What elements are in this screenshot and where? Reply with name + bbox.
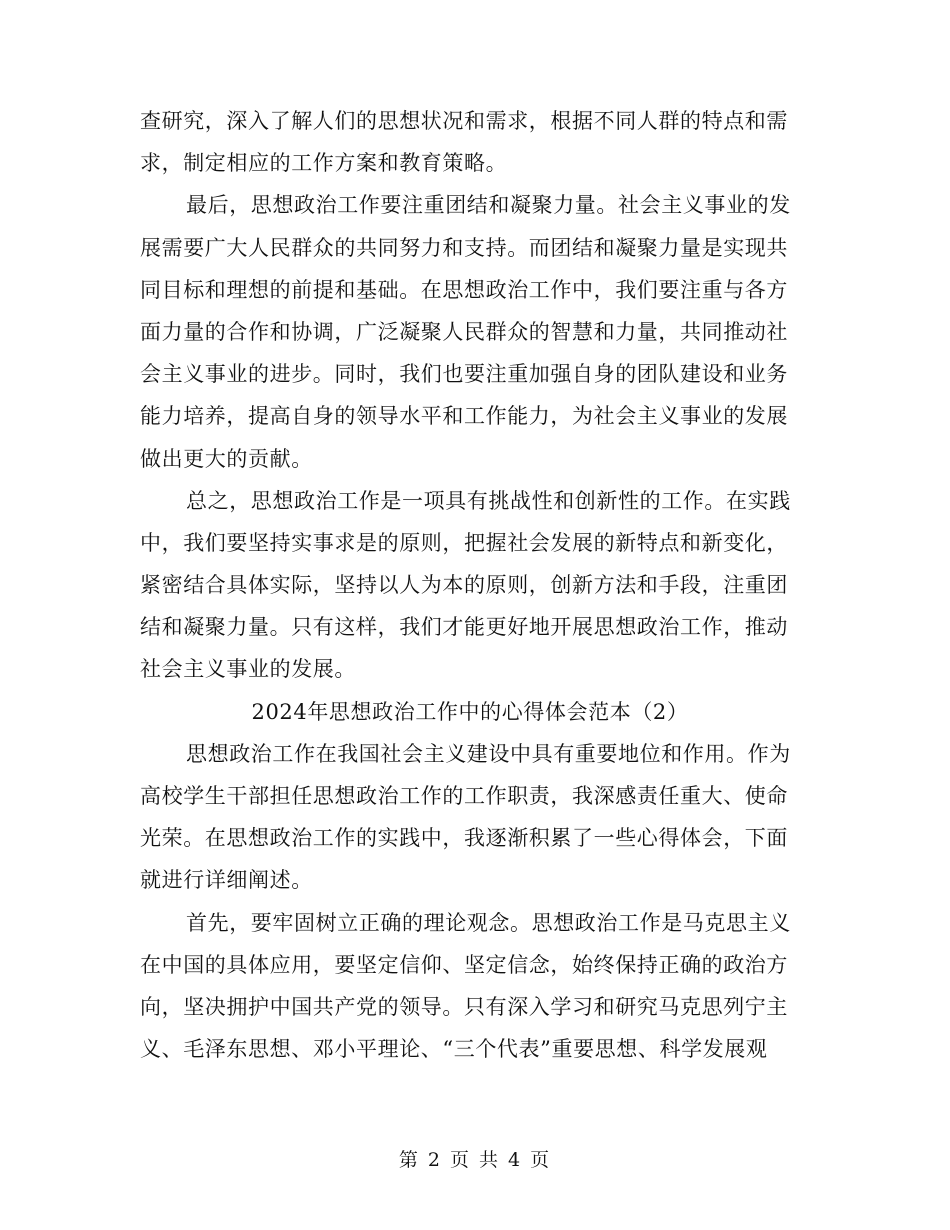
text-line: 做出更大的贡献。 [140,446,313,471]
text-line: 中，我们要坚持实事求是的原则，把握社会发展的新特点和新变化， [140,530,788,555]
text-line: 就进行详细阐述。 [140,868,313,893]
text-line: 同目标和理想的前提和基础。在思想政治工作中，我们要注重与各方 [140,277,788,302]
text-line: 在中国的具体应用，要坚定信仰、坚定信念，始终保持正确的政治方 [140,952,788,977]
text-line: 社会主义事业的发展。 [140,657,356,682]
paragraph-start-line: 首先，要牢固树立正确的理论观念。思想政治工作是马克思主义 [186,910,791,935]
document-body [140,100,800,1070]
text-line: 会主义事业的进步。同时，我们也要注重加强自身的团队建设和业务 [140,362,788,387]
text-line: 向，坚决拥护中国共产党的领导。只有深入学习和研究马克思列宁主 [140,994,788,1019]
text-line: 求，制定相应的工作方案和教育策略。 [140,151,508,176]
text-line: 高校学生干部担任思想政治工作的工作职责，我深感责任重大、使命 [140,784,788,808]
section-heading: 2024年思想政治工作中的心得体会范本（2） [251,699,689,724]
text-line: 紧密结合具体实际，坚持以人为本的原则，创新方法和手段，注重团 [140,573,788,598]
text-line: 查研究，深入了解人们的思想状况和需求，根据不同人群的特点和需 [140,109,788,133]
text-line: 展需要广大人民群众的共同努力和支持。而团结和凝聚力量是实现共 [140,235,788,260]
text-line: 光荣。在思想政治工作的实践中，我逐渐积累了一些心得体会，下面 [140,826,788,851]
text-line: 义、毛泽东思想、邓小平理论、“三个代表”重要思想、科学发展观 [140,1037,768,1062]
paragraph-start-line: 思想政治工作在我国社会主义建设中具有重要地位和作用。作为 [186,741,791,766]
paragraph-start-line: 最后，思想政治工作要注重团结和凝聚力量。社会主义事业的发 [186,193,791,218]
text-line: 结和凝聚力量。只有这样，我们才能更好地开展思想政治工作，推动 [140,615,788,640]
page-number-footer: 第 2 页 共 4 页 [398,1149,552,1171]
text-line: 面力量的合作和协调，广泛凝聚人民群众的智慧和力量，共同推动社 [140,319,788,344]
paragraph-start-line: 总之，思想政治工作是一项具有挑战性和创新性的工作。在实践 [186,488,791,513]
text-line: 能力培养，提高自身的领导水平和工作能力，为社会主义事业的发展 [140,404,788,429]
